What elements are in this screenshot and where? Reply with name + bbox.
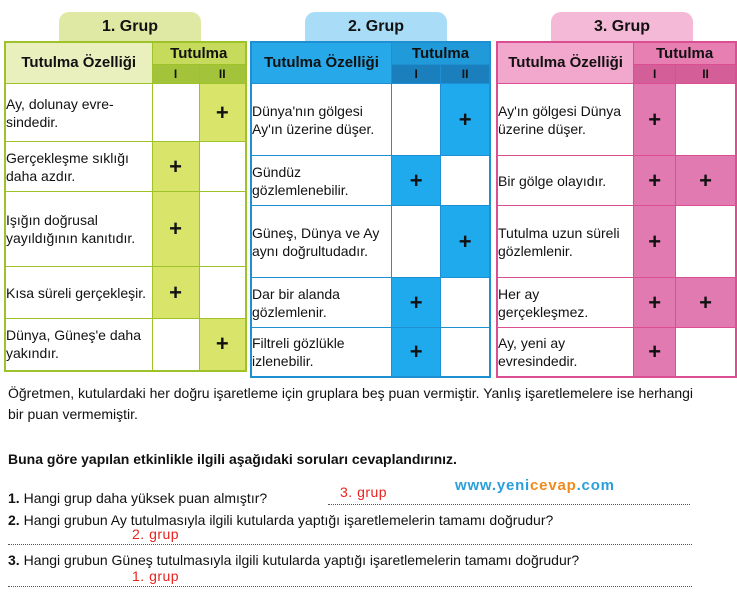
mark-cell-i[interactable]: + [392, 328, 441, 377]
mark-cell-ii[interactable] [676, 206, 736, 278]
group-2-table [250, 41, 491, 378]
property-cell: Tutulma uzun süreli gözlemlenir. [497, 206, 634, 278]
mark-cell-i[interactable]: + [152, 267, 199, 319]
mark-cell-i[interactable]: + [634, 328, 676, 377]
mark-cell-i[interactable]: + [392, 156, 441, 206]
property-cell: Ay, dolunay evre-sindedir. [5, 84, 152, 142]
question-text: Hangi grubun Ay tutulmasıyla ilgili kutularda yaptığı işaretlemelerin tamamı doğrudur? [23, 512, 554, 528]
mark-cell-ii[interactable] [676, 328, 736, 377]
column-i-header: I [634, 64, 676, 83]
tutulma-header: Tutulma [152, 42, 246, 64]
property-cell: Güneş, Dünya ve Ay aynı doğrultudadır. [251, 206, 392, 278]
mark-cell-i[interactable]: + [152, 142, 199, 192]
question-number: 2. [8, 512, 20, 528]
question-text: Hangi grubun Güneş tutulmasıyla ilgili kutularda yaptığı işaretlemelerin tamamı doğrudur? [23, 552, 580, 568]
property-cell: Gündüz gözlemlenebilir. [251, 156, 392, 206]
property-cell: Filtreli gözlükle izlenebilir. [251, 328, 392, 377]
mark-cell-ii[interactable]: + [441, 206, 490, 278]
column-ii-header: II [676, 64, 736, 83]
group-3-title: 3. Grup [551, 12, 693, 42]
column-ii-header: II [199, 64, 246, 83]
property-cell: Gerçekleşme sıklığı daha azdır. [5, 142, 152, 192]
group-1-title: 1. Grup [59, 12, 201, 42]
mark-cell-i[interactable] [392, 206, 441, 278]
answer-2: 2. grup [132, 526, 180, 542]
mark-cell-i[interactable]: + [634, 206, 676, 278]
mark-cell-ii[interactable] [199, 192, 246, 267]
property-cell: Bir gölge olayıdır. [497, 156, 634, 206]
instruction-heading: Buna göre yapılan etkinlikle ilgili aşağıdaki soruları cevaplandırınız. [8, 451, 457, 467]
mark-cell-i[interactable]: + [634, 278, 676, 328]
property-cell: Ay, yeni ay evresindedir. [497, 328, 634, 377]
mark-cell-i[interactable]: + [152, 192, 199, 267]
property-header: Tutulma Özelliği [251, 42, 392, 84]
mark-cell-ii[interactable]: + [676, 278, 736, 328]
mark-cell-ii[interactable] [199, 267, 246, 319]
watermark-part-a: www.yeni [455, 477, 531, 494]
watermark-part-b: cevap [530, 477, 577, 494]
property-cell: Ay'ın gölgesi Dünya üzerine düşer. [497, 84, 634, 156]
property-cell: Dünya'nın gölgesi Ay'ın üzerine düşer. [251, 84, 392, 156]
property-cell: Işığın doğrusal yayıldığının kanıtıdır. [5, 192, 152, 267]
property-cell: Dünya, Güneş'e daha yakındır. [5, 319, 152, 371]
mark-cell-ii[interactable] [441, 156, 490, 206]
question-number: 1. [8, 490, 20, 506]
mark-cell-ii[interactable] [441, 278, 490, 328]
answer-line-2 [8, 543, 692, 545]
question-2 [8, 511, 694, 529]
tutulma-header: Tutulma [634, 42, 736, 64]
question-number: 3. [8, 552, 20, 568]
mark-cell-i[interactable] [152, 319, 199, 371]
question-text: Hangi grup daha yüksek puan almıştır? [23, 490, 268, 506]
tutulma-header: Tutulma [392, 42, 490, 64]
mark-cell-ii[interactable] [199, 142, 246, 192]
watermark-part-c: .com [576, 477, 615, 494]
mark-cell-ii[interactable]: + [441, 84, 490, 156]
answer-line-3 [8, 585, 692, 587]
group-1-table [4, 41, 247, 372]
mark-cell-i[interactable] [392, 84, 441, 156]
mark-cell-i[interactable]: + [634, 156, 676, 206]
mark-cell-i[interactable]: + [634, 84, 676, 156]
property-cell: Kısa süreli gerçekleşir. [5, 267, 152, 319]
answer-1: 3. grup [340, 484, 388, 500]
mark-cell-ii[interactable] [441, 328, 490, 377]
scoring-paragraph: Öğretmen, kutulardaki her doğru işaretleme için gruplara beş puan vermiştir. Yanlış işaretlemelere ise herhangi bir puan vermemiştir. [8, 385, 694, 422]
question-3 [8, 551, 694, 569]
answer-line-1 [328, 503, 690, 505]
column-i-header: I [152, 64, 199, 83]
mark-cell-i[interactable]: + [392, 278, 441, 328]
mark-cell-ii[interactable]: + [199, 319, 246, 371]
group-2-title: 2. Grup [305, 12, 447, 42]
property-cell: Her ay gerçekleşmez. [497, 278, 634, 328]
mark-cell-ii[interactable]: + [199, 84, 246, 142]
column-i-header: I [392, 64, 441, 83]
group-3-table [496, 41, 737, 378]
mark-cell-i[interactable] [152, 84, 199, 142]
mark-cell-ii[interactable] [676, 84, 736, 156]
column-ii-header: II [441, 64, 490, 83]
property-header: Tutulma Özelliği [5, 42, 152, 84]
mark-cell-ii[interactable]: + [676, 156, 736, 206]
property-header: Tutulma Özelliği [497, 42, 634, 84]
property-cell: Dar bir alanda gözlemlenir. [251, 278, 392, 328]
answer-3: 1. grup [132, 568, 180, 584]
